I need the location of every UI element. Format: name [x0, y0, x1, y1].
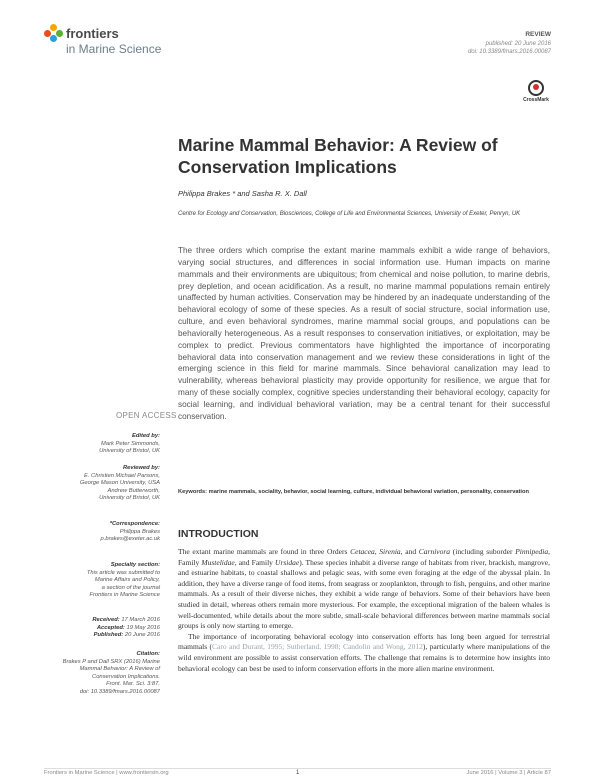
published-date: published: 20 June 2016 [485, 41, 551, 47]
crossmark-badge[interactable] [521, 80, 551, 103]
crossmark-label: CrossMark [523, 97, 549, 103]
intro-body [178, 547, 550, 674]
affiliation: Centre for Ecology and Conservation, Biosciences, College of Life and Environmental Sciences, University of Exeter, Penryn, UK [178, 211, 521, 217]
edited-by: Edited by: Mark Peter Simmonds, University of Bristol, UK [99, 433, 160, 455]
article-type: REVIEW [525, 31, 551, 38]
footer-volume: June 2016 | Volume 3 | Article 87 [466, 770, 551, 776]
specialty-section: Specialty section: This article was submitted to Marine Affairs and Policy, a section of the journal Frontiers in Marine Science [86, 562, 160, 599]
frontiers-logo-icon [44, 24, 64, 44]
article-title: Marine Mammal Behavior: A Review of Conservation Implications [178, 135, 498, 177]
email-link[interactable]: p.brakes@exeter.ac.uk [100, 536, 160, 543]
citation-link[interactable]: Caro and Durant, 1995; Sutherland, 1998; Candolin and Wong, 2012 [212, 642, 423, 652]
reviewed-by: Reviewed by: E. Christien Michael Parsons, George Mason University, USA Andrew Butterworth, University of Bristol, UK [79, 465, 160, 502]
intro-paragraph-1: The extant marine mammals are found in three Orders Cetacea, Sirenia, and Carnivora (including suborder Pinnipedia, Family Mustelidae, and Family Ursidae). These species inhabit a diverse range of habitats from river, brackish, mangrove, and estuarine habitats, to coastal shallows and pelagic seas, with some even foraging at the edge of the abyssal plain. In addition, they have a diverse range of food items, from seagrass or zooplankton, through to fish, penguins, and other marine mammals. As a result of their diverse niches, they exhibit a wide range of behaviors. Some of their behaviors have been studied in detail, whereas others remain more mysterious. For example, the exceptional migration of the baleen whales is well-documented, while details about the more subtle, small-scale behavioral differences between marine mammals social groups is only now starting to emerge. [178, 547, 551, 631]
open-access-label: OPEN ACCESS [116, 411, 177, 420]
keywords [178, 488, 550, 496]
page-number: 1 [296, 770, 300, 776]
dates: Received: 17 March 2016 Accepted: 19 May 2016 Published: 20 June 2016 [92, 617, 160, 639]
footer-journal[interactable]: Frontiers in Marine Science | www.frontiersin.org [44, 770, 169, 776]
journal-name-line1: frontiers [66, 26, 119, 41]
journal-name-line2: in Marine Science [66, 42, 162, 56]
doi-header: doi: 10.3389/fmars.2016.00087 [467, 49, 551, 55]
keywords-label: Keywords: [178, 489, 208, 495]
citation: Citation: Brakes P and Dall SRX (2016) Marine Mammal Behavior: A Review of Conservation Implications. Front. Mar. Sci. 3:87. doi: 10.3389/fmars.2016.00087 [62, 651, 160, 695]
correspondence: *Correspondence: Philippa Brakes p.brakes@exeter.ac.uk [40, 521, 160, 544]
footer-divider [44, 768, 551, 769]
crossmark-icon [528, 80, 544, 96]
abstract: The three orders which comprise the extant marine mammals exhibit a wide range of behaviors, varying social structures, and differences in social information use. Human impacts on marine mammals and their environments are ubiquitous; from chemical and noise pollution, to marine debris, prey depletion, and ocean acidification. As a result, no marine mammal populations remain entirely unaffected by human activities. Conservation may be hindered by an inadequate understanding of the behavioral ecology of some of these species. As a result of social structure, social information use, culture, and even behavioral syndromes, marine mammal social groups, and populations can be behaviorally heterogeneous. As a result responses to conservation initiatives, or exploitation, may be complex to predict. Previous commentators have highlighted the importance of incorporating behavioral data into conservation management and we review these considerations in light of the emerging science in this field for marine mammals. Since behavioral canalization may lead to vulnerability, whereas behavioral plasticity may provide opportunity for resilience, we argue that for many of these socially complex, cognitive species understanding their behavioral ecology, capacity for social learning, and individual behavioral variation, may be a central tenant for their successful conservation. [178, 246, 550, 421]
keywords-list: marine mammals, sociality, behavior, social learning, culture, individual behavioral variation, personality, conservation [208, 489, 529, 495]
journal-logo [44, 24, 204, 64]
section-heading: INTRODUCTION [178, 528, 259, 540]
intro-paragraph-2: The importance of incorporating behavioral ecology into conservation efforts has long been argued for terrestrial mammals (Caro and Durant, 1995; Sutherland, 1998; Candolin and Wong, 2012), particularly where manipulations of the wild environment are possible to assist conservation efforts. The challenge that remains is to determine how insights into behavioral ecology can best be used to inform conservation efforts in the more alien marine environment. [178, 631, 550, 673]
authors: Philippa Brakes * and Sasha R. X. Dall [178, 189, 307, 198]
